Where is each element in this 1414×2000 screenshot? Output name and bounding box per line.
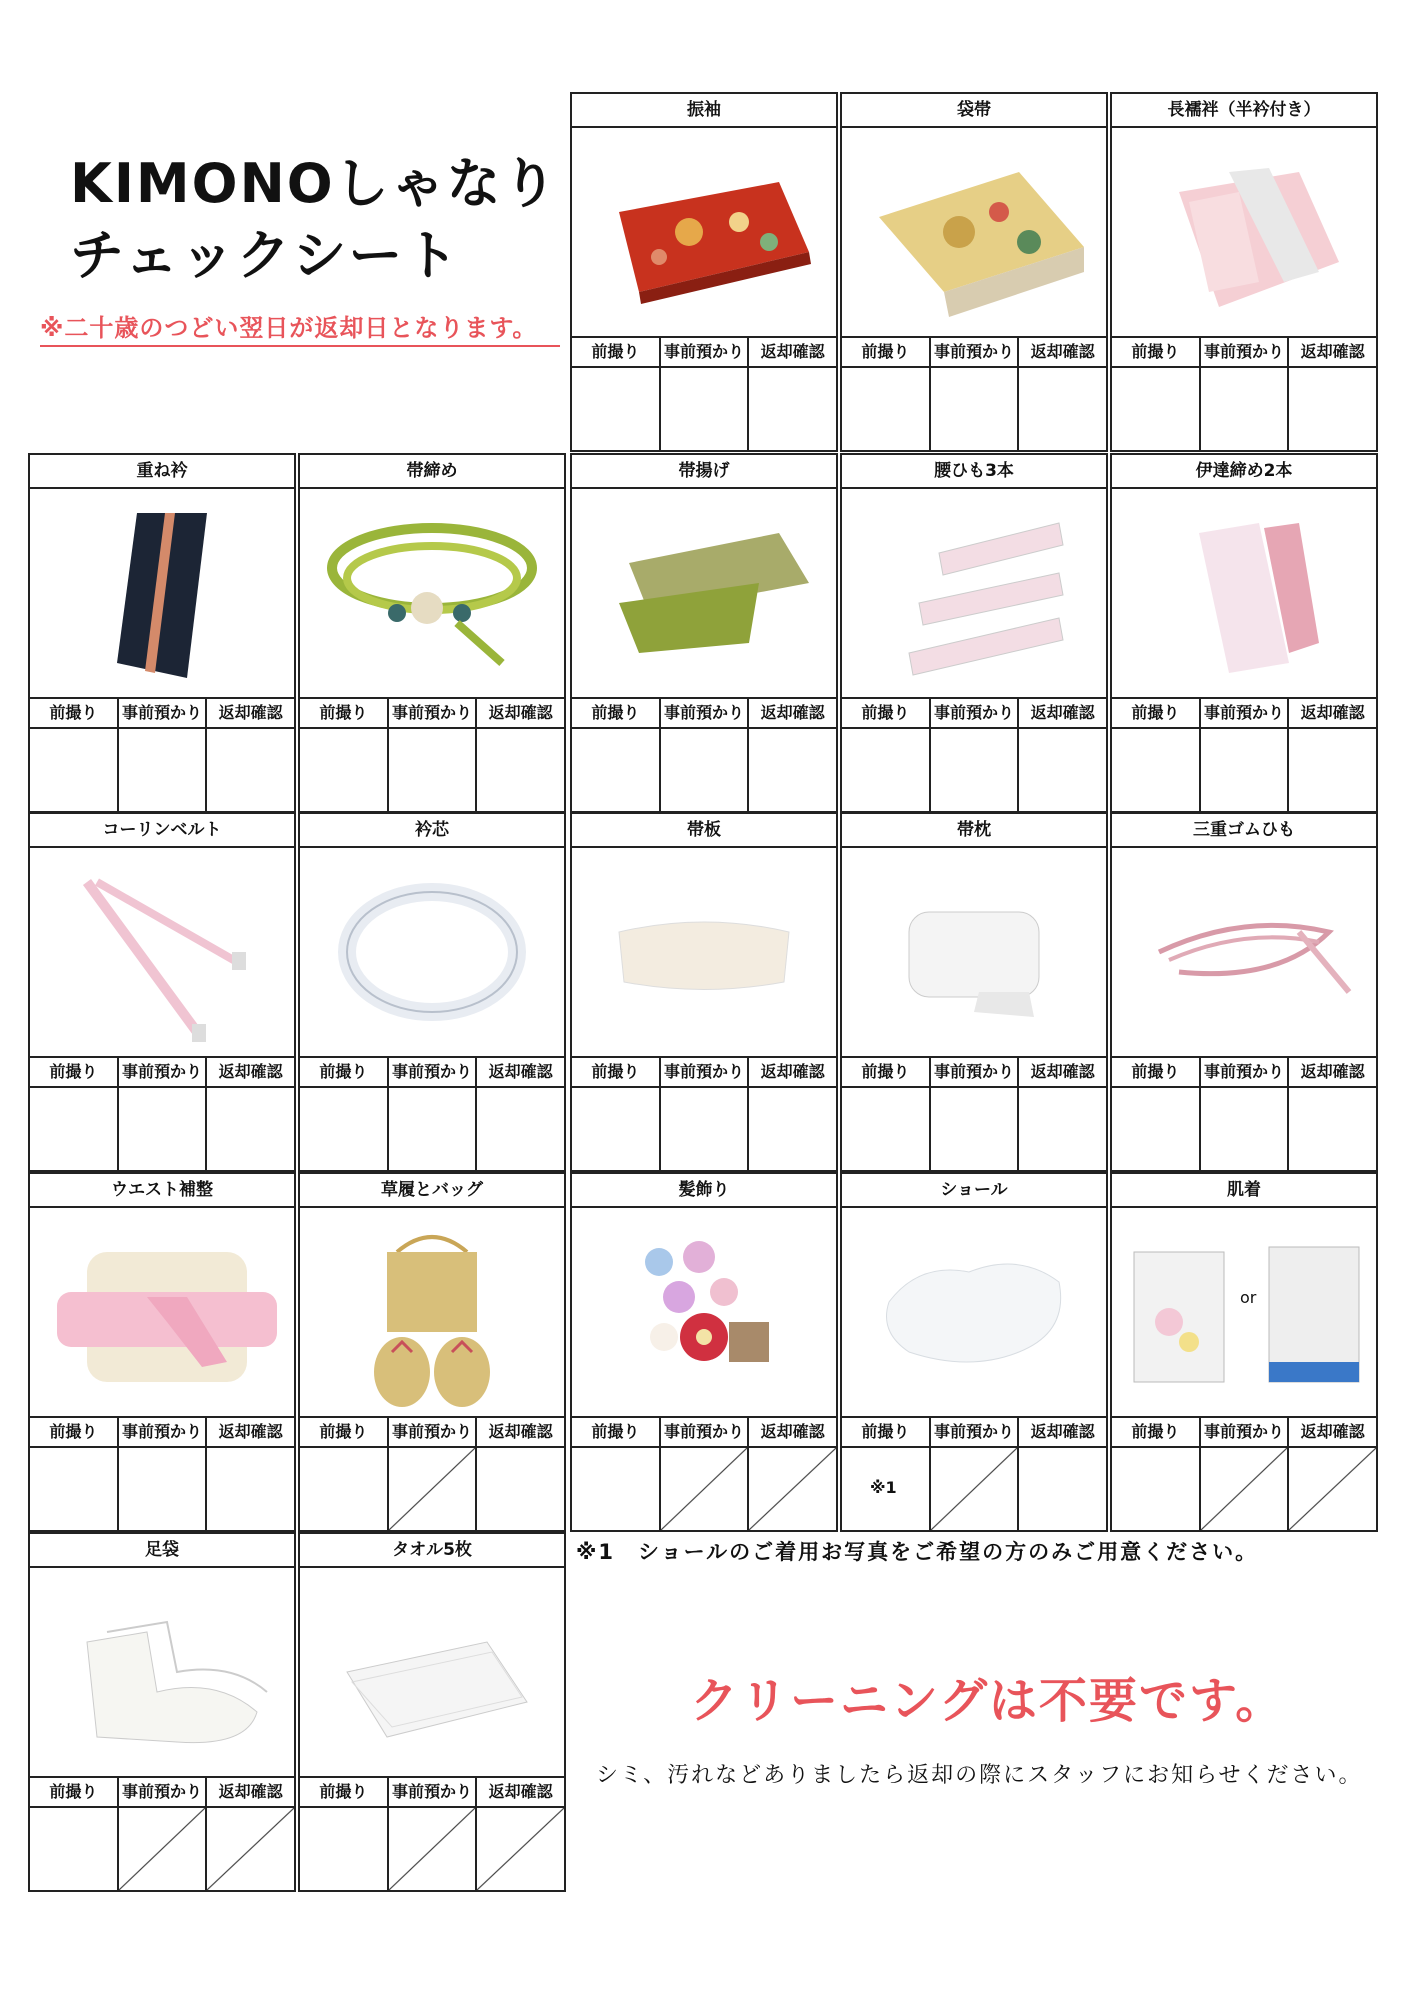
item-name: コーリンベルト: [30, 814, 294, 848]
check-boxes: [300, 1088, 564, 1170]
item-name: 重ね衿: [30, 455, 294, 489]
item-waist: [28, 1172, 296, 1532]
check-boxes: [1112, 729, 1376, 811]
check-box-maedori[interactable]: [300, 1808, 389, 1890]
item-koshihimo: [840, 453, 1108, 813]
check-boxes: [1112, 1448, 1376, 1530]
check-box-jizen[interactable]: [661, 368, 750, 450]
item-name: 帯締め: [300, 455, 564, 489]
check-box-maedori[interactable]: [572, 1448, 661, 1530]
shawl-box-note: ※1: [870, 1478, 897, 1497]
check-box-jizen-na: [389, 1448, 478, 1530]
check-boxes: [842, 729, 1106, 811]
check-box-maedori[interactable]: [842, 1088, 931, 1170]
check-box-jizen[interactable]: [119, 729, 208, 811]
check-columns: 前撮り 事前預かり 返却確認: [842, 699, 1106, 729]
item-towel: [298, 1532, 566, 1892]
check-box-henkyaku-na: [749, 1448, 836, 1530]
check-box-maedori[interactable]: [300, 729, 389, 811]
furisode-image: [572, 128, 836, 338]
check-columns: 前撮り 事前預かり 返却確認: [300, 1418, 564, 1448]
check-box-jizen[interactable]: [389, 729, 478, 811]
check-box-jizen-na: [389, 1808, 478, 1890]
check-box-jizen[interactable]: [1201, 729, 1290, 811]
check-columns: 前撮り 事前預かり 返却確認: [1112, 1418, 1376, 1448]
check-boxes: [30, 1808, 294, 1890]
check-boxes: [572, 1088, 836, 1170]
check-columns: 前撮り 事前預かり 返却確認: [1112, 1058, 1376, 1088]
check-columns: 前撮り 事前預かり 返却確認: [842, 1058, 1106, 1088]
item-datejime: [1110, 453, 1378, 813]
erishin-image: [300, 848, 564, 1058]
check-columns: 前撮り 事前預かり 返却確認: [30, 1778, 294, 1808]
check-box-jizen[interactable]: [1201, 1088, 1290, 1170]
fukuro-obi-image: [842, 128, 1106, 338]
check-columns: 前撮り 事前預かり 返却確認: [300, 1058, 564, 1088]
check-boxes: [842, 368, 1106, 450]
cleaning-notice: クリーニングは不要です。: [690, 1673, 1286, 1729]
obiage-image: [572, 489, 836, 699]
item-name: ウエスト補整: [30, 1174, 294, 1208]
check-boxes: [300, 729, 564, 811]
check-box-henkyaku[interactable]: [207, 1088, 294, 1170]
page-subtitle: チェックシート: [70, 224, 461, 287]
check-box-henkyaku-na: [477, 1808, 564, 1890]
page-title: KIMONOしゃなり: [70, 152, 559, 215]
check-columns: 前撮り 事前預かり 返却確認: [842, 1418, 1106, 1448]
item-korin-belt: [28, 812, 296, 1172]
check-box-maedori[interactable]: [572, 1088, 661, 1170]
check-columns: 前撮り 事前預かり 返却確認: [572, 1058, 836, 1088]
obiita-image: [572, 848, 836, 1058]
sanju-gomu-image: [1112, 848, 1376, 1058]
kasaneeri-image: [30, 489, 294, 699]
check-columns: 前撮り 事前預かり 返却確認: [300, 699, 564, 729]
check-box-jizen-na: [119, 1808, 208, 1890]
item-name: 三重ゴムひも: [1112, 814, 1376, 848]
datejime-image: [1112, 489, 1376, 699]
check-box-maedori[interactable]: [1112, 729, 1201, 811]
tabi-image: [30, 1568, 294, 1778]
check-columns: 前撮り 事前預かり 返却確認: [1112, 338, 1376, 368]
item-hadagi: [1110, 1172, 1378, 1532]
check-columns: 前撮り 事前預かり 返却確認: [572, 338, 836, 368]
check-box-maedori[interactable]: [1112, 1448, 1201, 1530]
item-name: 腰ひも3本: [842, 455, 1106, 489]
check-box-maedori[interactable]: [572, 368, 661, 450]
check-box-jizen[interactable]: [119, 1448, 208, 1530]
item-name: 袋帯: [842, 94, 1106, 128]
check-box-henkyaku-na: [1289, 1448, 1376, 1530]
check-box-jizen[interactable]: [931, 1088, 1020, 1170]
check-box-maedori[interactable]: [30, 729, 119, 811]
item-name: 帯板: [572, 814, 836, 848]
item-obiage: [570, 453, 838, 813]
check-boxes: [30, 729, 294, 811]
item-name: 帯揚げ: [572, 455, 836, 489]
item-obimakura: [840, 812, 1108, 1172]
item-name: 衿芯: [300, 814, 564, 848]
check-box-maedori[interactable]: [300, 1088, 389, 1170]
or-label: or: [1240, 1288, 1257, 1307]
check-boxes: [300, 1448, 564, 1530]
check-boxes: [572, 1448, 836, 1530]
check-box-jizen[interactable]: [1201, 368, 1290, 450]
check-box-henkyaku[interactable]: [207, 1448, 294, 1530]
item-fukuro-obi: [840, 92, 1108, 452]
check-columns: 前撮り 事前預かり 返却確認: [30, 1058, 294, 1088]
check-box-jizen[interactable]: [661, 729, 750, 811]
check-box-henkyaku[interactable]: [1019, 1448, 1106, 1530]
shawl-image: [842, 1208, 1106, 1418]
return-date-notice: ※二十歳のつどい翌日が返却日となります。: [40, 308, 560, 347]
check-box-maedori[interactable]: [30, 1808, 119, 1890]
check-box-maedori[interactable]: [842, 1448, 931, 1530]
towel-image: [300, 1568, 564, 1778]
check-columns: 前撮り 事前預かり 返却確認: [30, 1418, 294, 1448]
item-name: ショール: [842, 1174, 1106, 1208]
check-box-maedori[interactable]: [842, 729, 931, 811]
item-shawl: [840, 1172, 1108, 1532]
item-tabi: [28, 1532, 296, 1892]
check-box-henkyaku[interactable]: [1289, 1088, 1376, 1170]
check-box-jizen-na: [1201, 1448, 1290, 1530]
check-box-maedori[interactable]: [30, 1448, 119, 1530]
check-box-henkyaku[interactable]: [1019, 729, 1106, 811]
check-box-maedori[interactable]: [1112, 1088, 1201, 1170]
hadagi-image: [1112, 1208, 1376, 1418]
cleaning-subnote: シミ、汚れなどありましたら返却の際にスタッフにお知らせください。: [596, 1763, 1363, 1788]
korin-belt-image: [30, 848, 294, 1058]
check-box-maedori[interactable]: [30, 1088, 119, 1170]
kamikazari-image: [572, 1208, 836, 1418]
check-box-henkyaku-na: [207, 1808, 294, 1890]
item-name: 髪飾り: [572, 1174, 836, 1208]
check-box-henkyaku[interactable]: [749, 1088, 836, 1170]
zori-bag-image: [300, 1208, 564, 1418]
obimakura-image: [842, 848, 1106, 1058]
check-box-jizen[interactable]: [931, 729, 1020, 811]
check-boxes: [1112, 1088, 1376, 1170]
check-columns: 前撮り 事前預かり 返却確認: [572, 699, 836, 729]
item-sanju-gomu: [1110, 812, 1378, 1172]
check-box-maedori[interactable]: [842, 368, 931, 450]
title-block: [70, 148, 559, 292]
check-boxes: [300, 1808, 564, 1890]
waist-image: [30, 1208, 294, 1418]
check-box-jizen[interactable]: [931, 368, 1020, 450]
check-box-henkyaku[interactable]: [1019, 368, 1106, 450]
check-box-jizen[interactable]: [661, 1088, 750, 1170]
obijime-image: [300, 489, 564, 699]
check-columns: 前撮り 事前預かり 返却確認: [30, 699, 294, 729]
check-boxes: [1112, 368, 1376, 450]
item-kasaneeri: [28, 453, 296, 813]
check-box-maedori[interactable]: [1112, 368, 1201, 450]
item-name: 足袋: [30, 1534, 294, 1568]
item-erishin: [298, 812, 566, 1172]
check-box-jizen[interactable]: [389, 1088, 478, 1170]
check-boxes: [30, 1448, 294, 1530]
item-name: タオル5枚: [300, 1534, 564, 1568]
item-obiita: [570, 812, 838, 1172]
check-box-henkyaku[interactable]: [1019, 1088, 1106, 1170]
item-name: 振袖: [572, 94, 836, 128]
check-columns: 前撮り 事前預かり 返却確認: [1112, 699, 1376, 729]
check-box-henkyaku[interactable]: [1289, 729, 1376, 811]
check-boxes: [30, 1088, 294, 1170]
item-name: 肌着: [1112, 1174, 1376, 1208]
check-box-henkyaku[interactable]: [1289, 368, 1376, 450]
check-boxes: [842, 1448, 1106, 1530]
item-obijime: [298, 453, 566, 813]
check-boxes: [572, 368, 836, 450]
shawl-footnote: ※1 ショールのご着用お写真をご希望の方のみご用意ください。: [576, 1540, 1259, 1564]
check-columns: 前撮り 事前預かり 返却確認: [842, 338, 1106, 368]
check-columns: 前撮り 事前預かり 返却確認: [300, 1778, 564, 1808]
koshihimo-image: [842, 489, 1106, 699]
check-box-henkyaku[interactable]: [477, 1088, 564, 1170]
check-box-maedori[interactable]: [300, 1448, 389, 1530]
check-box-henkyaku[interactable]: [749, 368, 836, 450]
check-box-henkyaku[interactable]: [207, 729, 294, 811]
check-box-jizen[interactable]: [119, 1088, 208, 1170]
check-boxes: [572, 729, 836, 811]
item-nagajuban: [1110, 92, 1378, 452]
check-box-henkyaku[interactable]: [749, 729, 836, 811]
item-name: 草履とバッグ: [300, 1174, 564, 1208]
item-furisode: [570, 92, 838, 452]
item-name: 長襦袢（半衿付き）: [1112, 94, 1376, 128]
nagajuban-image: [1112, 128, 1376, 338]
item-name: 帯枕: [842, 814, 1106, 848]
check-box-henkyaku[interactable]: [477, 729, 564, 811]
check-boxes: [842, 1088, 1106, 1170]
check-columns: 前撮り 事前預かり 返却確認: [572, 1418, 836, 1448]
item-kamikazari: [570, 1172, 838, 1532]
item-zori-bag: [298, 1172, 566, 1532]
item-name: 伊達締め2本: [1112, 455, 1376, 489]
check-box-jizen-na: [931, 1448, 1020, 1530]
check-box-maedori[interactable]: [572, 729, 661, 811]
check-box-jizen-na: [661, 1448, 750, 1530]
check-box-henkyaku[interactable]: [477, 1448, 564, 1530]
